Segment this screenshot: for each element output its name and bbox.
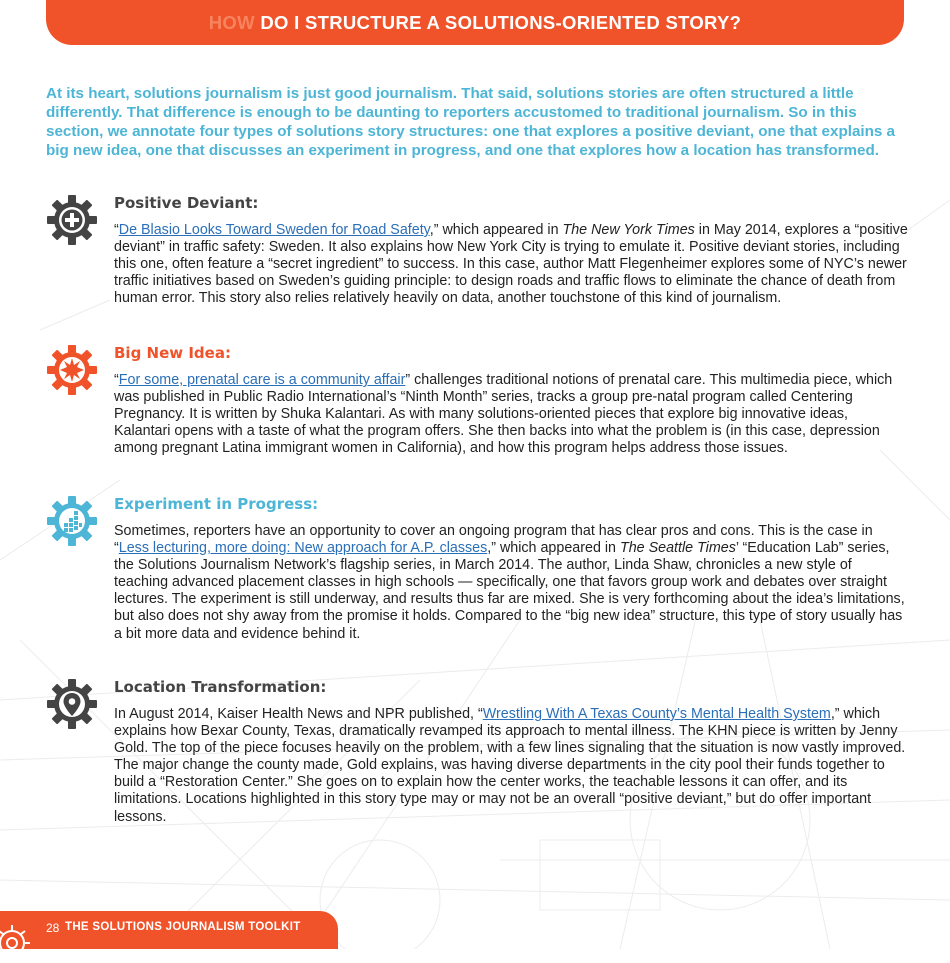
section-text: Sometimes, reporters have an opportunity to cover an ongoing program that has clear pros and cons. This is the case in “Less lecturing, more doing: New approach for A.P. classes,” which appeared in The Seattle Times’ “Education Lab” series, the Solutions Journalism Network’s flagship series, in March 2014. The author, Linda Shaw, chronicles a new style of teaching advanced placement classes in high schools — specifically, one that favors group work and debates over straight lectures. The experiment is still underway, and results thus far are mixed. She is very forthcoming about the idea’s limitations, but also does not shy away from the promise it holds. Compared to the “big new idea” structure, this type of story usually has a bit more data and evidence behind it.	[114, 523, 905, 642]
story-link[interactable]: Less lecturing, more doing: New approach for A.P. classes	[118, 540, 488, 557]
story-link[interactable]: De Blasio Looks Toward Sweden for Road Safety	[118, 222, 430, 238]
footer-gear-icon	[0, 919, 40, 963]
intro-paragraph: At its heart, solutions journalism is just good journalism. That said, solutions stories are often structured a little differently. That difference is enough to be daunting to reporters accustomed to traditional journalism. So in this section, we annotate four types of solutions story structures: one that explores a positive deviant, one that explains a big new idea, one that discusses an experiment in progress, and one that explores how a location has transformed.	[46, 85, 895, 159]
story-link[interactable]: For some, prenatal care is a community affair	[118, 372, 406, 388]
location-pin-gear-icon	[46, 678, 98, 730]
section-heading: Big New Idea:	[114, 344, 231, 362]
section-text: “For some, prenatal care is a community affair” challenges traditional notions of prenatal care. This multimedia piece, which was published in Public Radio International’s “Ninth Month” series, tracks a group pre-natal program called Centering Pregnancy. It is written by Shuka Kalantari. As with many solutions-oriented pieces that explore big innovative ideas, Kalantari opens with a taste of what the program offers. She then backs into what the problem is (in this case, depression among pregnant Latina immigrant women in California), and how this program helps address those issues.	[114, 372, 893, 457]
burst-gear-icon	[46, 344, 98, 396]
section-heading: Experiment in Progress:	[114, 495, 319, 513]
title-text: DO I STRUCTURE A SOLUTIONS-ORIENTED STORY?	[260, 11, 742, 33]
footer-tab	[0, 911, 338, 949]
chart-gear-icon	[46, 495, 98, 547]
page-title	[209, 12, 742, 34]
section-heading: Positive Deviant:	[114, 194, 259, 212]
publication-name: The New York Times	[562, 222, 695, 238]
title-accent-word: HOW	[208, 11, 255, 33]
section-text: “De Blasio Looks Toward Sweden for Road Safety,” which appeared in The New York Times in May 2014, explores a “positive deviant” in traffic safety: Sweden. It also explains how New York City is trying to emulate it. Positive deviant stories, including this one, often feature a “secret ingredient” to success. In this case, author Matt Flegenheimer explores some of NYC’s newer traffic initiatives based on Sweden’s guiding principle: to design roads and traffic flows to eliminate the chance of death from human error. This story also relies relatively heavily on data, another touchstone of this kind of journalism.	[114, 222, 908, 307]
page-number: 28	[46, 921, 60, 935]
story-link[interactable]: Wrestling With A Texas County’s Mental Health System	[482, 706, 831, 722]
section-heading: Location Transformation:	[114, 678, 327, 696]
section-text: In August 2014, Kaiser Health News and NPR published, “Wrestling With A Texas County’s Mental Health System,” which explains how Bexar County, Texas, dramatically revamped its approach to mental illness. The KHN piece is written by Jenny Gold. The top of the piece focuses heavily on the problem, with a few lines signaling that the situation is now vastly improved. The major change the county made, Gold explains, was having diverse departments in the city pool their funds together to build a “Restoration Center.” She goes on to explain how the center works, the teachable lessons it can offer, and its limitations. Locations highlighted in this story type may or may not be an overall “positive deviant,” but do offer important lessons.	[114, 706, 906, 825]
plus-gear-icon	[46, 194, 98, 246]
header-banner	[46, 0, 904, 45]
footer-title: THE SOLUTIONS JOURNALISM TOOLKIT	[65, 921, 301, 933]
publication-name: The Seattle Times	[619, 540, 736, 557]
